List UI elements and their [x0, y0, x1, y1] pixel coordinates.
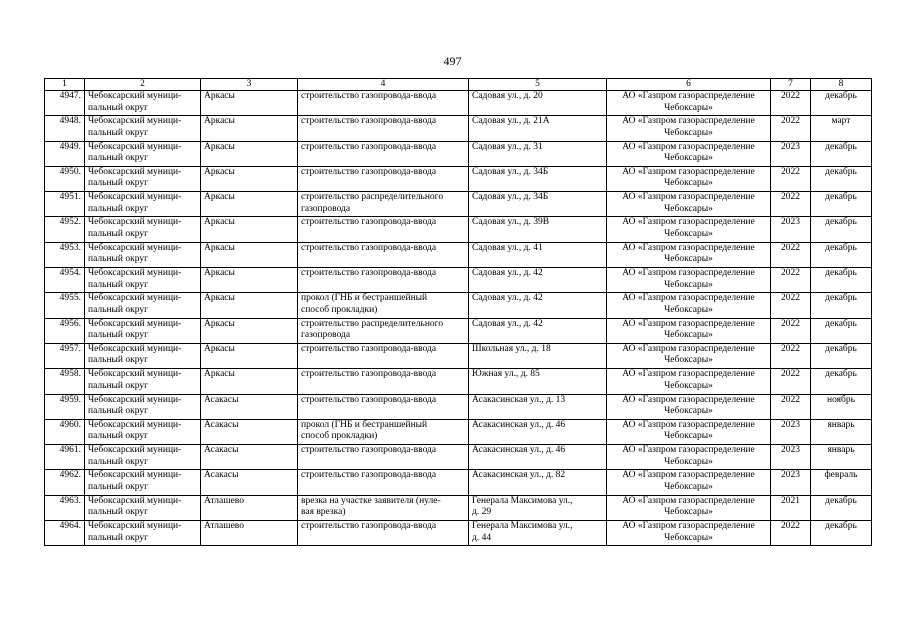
- work-type-cell: строительство распределительного газопровода: [298, 192, 469, 217]
- row-number-cell: 4948.: [45, 116, 85, 141]
- organization-cell: АО «Газпром газораспределение Чебоксары»: [607, 116, 771, 141]
- district-cell: Чебоксарский муници- пальный округ: [85, 343, 201, 368]
- year-cell: 2023: [771, 470, 811, 495]
- month-cell: декабрь: [811, 192, 872, 217]
- address-cell: Садовая ул., д. 39В: [469, 217, 607, 242]
- header-row: [45, 79, 872, 91]
- address-cell: Садовая ул., д. 21А: [469, 116, 607, 141]
- address-cell: Южная ул., д. 85: [469, 369, 607, 394]
- organization-cell: АО «Газпром газораспределение Чебоксары»: [607, 192, 771, 217]
- address-cell: Генерала Максимова ул., д. 29: [469, 495, 607, 520]
- table-row: [45, 445, 872, 470]
- organization-cell: АО «Газпром газораспределение Чебоксары»: [607, 217, 771, 242]
- work-type-cell: строительство распределительного газопровода: [298, 318, 469, 343]
- month-cell: декабрь: [811, 217, 872, 242]
- district-cell: Чебоксарский муници- пальный округ: [85, 166, 201, 191]
- organization-cell: АО «Газпром газораспределение Чебоксары»: [607, 268, 771, 293]
- month-cell: декабрь: [811, 166, 872, 191]
- district-cell: Чебоксарский муници- пальный округ: [85, 268, 201, 293]
- row-number-cell: 4950.: [45, 166, 85, 191]
- table-row: [45, 217, 872, 242]
- settlement-cell: Аркасы: [201, 242, 298, 267]
- table-row: [45, 495, 872, 520]
- year-cell: 2021: [771, 495, 811, 520]
- month-cell: февраль: [811, 470, 872, 495]
- table-row: [45, 293, 872, 318]
- work-type-cell: прокол (ГНБ и бестраншейный способ прокладки): [298, 293, 469, 318]
- year-cell: 2023: [771, 419, 811, 444]
- month-cell: январь: [811, 445, 872, 470]
- work-type-cell: строительство газопровода-ввода: [298, 470, 469, 495]
- organization-cell: АО «Газпром газораспределение Чебоксары»: [607, 141, 771, 166]
- year-cell: 2022: [771, 369, 811, 394]
- organization-cell: АО «Газпром газораспределение Чебоксары»: [607, 419, 771, 444]
- row-number-cell: 4955.: [45, 293, 85, 318]
- row-number-cell: 4954.: [45, 268, 85, 293]
- settlement-cell: Асакасы: [201, 419, 298, 444]
- column-header-5: 5: [469, 79, 607, 91]
- address-cell: Садовая ул., д. 42: [469, 268, 607, 293]
- district-cell: Чебоксарский муници- пальный округ: [85, 217, 201, 242]
- table-row: [45, 116, 872, 141]
- month-cell: декабрь: [811, 141, 872, 166]
- year-cell: 2023: [771, 217, 811, 242]
- address-cell: Школьная ул., д. 18: [469, 343, 607, 368]
- table-row: [45, 394, 872, 419]
- table-row: [45, 268, 872, 293]
- organization-cell: АО «Газпром газораспределение Чебоксары»: [607, 318, 771, 343]
- row-number-cell: 4964.: [45, 521, 85, 546]
- table-body: [45, 91, 872, 546]
- district-cell: Чебоксарский муници- пальный округ: [85, 91, 201, 116]
- district-cell: Чебоксарский муници- пальный округ: [85, 445, 201, 470]
- address-cell: Асакасинская ул., д. 13: [469, 394, 607, 419]
- work-type-cell: строительство газопровода-ввода: [298, 217, 469, 242]
- settlement-cell: Аркасы: [201, 166, 298, 191]
- month-cell: декабрь: [811, 242, 872, 267]
- address-cell: Асакасинская ул., д. 46: [469, 419, 607, 444]
- organization-cell: АО «Газпром газораспределение Чебоксары»: [607, 369, 771, 394]
- column-header-6: 6: [607, 79, 771, 91]
- work-type-cell: строительство газопровода-ввода: [298, 166, 469, 191]
- table-row: [45, 521, 872, 546]
- year-cell: 2022: [771, 318, 811, 343]
- address-cell: Асакасинская ул., д. 46: [469, 445, 607, 470]
- month-cell: декабрь: [811, 91, 872, 116]
- address-cell: Садовая ул., д. 34Б: [469, 166, 607, 191]
- month-cell: декабрь: [811, 369, 872, 394]
- work-type-cell: строительство газопровода-ввода: [298, 521, 469, 546]
- district-cell: Чебоксарский муници- пальный округ: [85, 495, 201, 520]
- address-cell: Генерала Максимова ул., д. 44: [469, 521, 607, 546]
- year-cell: 2022: [771, 91, 811, 116]
- work-type-cell: строительство газопровода-ввода: [298, 91, 469, 116]
- district-cell: Чебоксарский муници- пальный округ: [85, 521, 201, 546]
- organization-cell: АО «Газпром газораспределение Чебоксары»: [607, 91, 771, 116]
- year-cell: 2023: [771, 445, 811, 470]
- settlement-cell: Аркасы: [201, 318, 298, 343]
- row-number-cell: 4961.: [45, 445, 85, 470]
- year-cell: 2022: [771, 192, 811, 217]
- settlement-cell: Аркасы: [201, 192, 298, 217]
- row-number-cell: 4957.: [45, 343, 85, 368]
- column-header-7: 7: [771, 79, 811, 91]
- district-cell: Чебоксарский муници- пальный округ: [85, 419, 201, 444]
- organization-cell: АО «Газпром газораспределение Чебоксары»: [607, 242, 771, 267]
- organization-cell: АО «Газпром газораспределение Чебоксары»: [607, 343, 771, 368]
- month-cell: декабрь: [811, 318, 872, 343]
- settlement-cell: Аркасы: [201, 369, 298, 394]
- table-row: [45, 91, 872, 116]
- year-cell: 2022: [771, 293, 811, 318]
- work-type-cell: прокол (ГНБ и бестраншейный способ прокладки): [298, 419, 469, 444]
- year-cell: 2022: [771, 166, 811, 191]
- year-cell: 2022: [771, 268, 811, 293]
- work-type-cell: строительство газопровода-ввода: [298, 242, 469, 267]
- organization-cell: АО «Газпром газораспределение Чебоксары»: [607, 394, 771, 419]
- district-cell: Чебоксарский муници- пальный округ: [85, 141, 201, 166]
- address-cell: Садовая ул., д. 31: [469, 141, 607, 166]
- district-cell: Чебоксарский муници- пальный округ: [85, 394, 201, 419]
- month-cell: декабрь: [811, 495, 872, 520]
- address-cell: Асакасинская ул., д. 82: [469, 470, 607, 495]
- row-number-cell: 4952.: [45, 217, 85, 242]
- settlement-cell: Асакасы: [201, 445, 298, 470]
- year-cell: 2022: [771, 116, 811, 141]
- district-cell: Чебоксарский муници- пальный округ: [85, 242, 201, 267]
- year-cell: 2022: [771, 521, 811, 546]
- year-cell: 2022: [771, 242, 811, 267]
- work-type-cell: строительство газопровода-ввода: [298, 369, 469, 394]
- settlement-cell: Аркасы: [201, 91, 298, 116]
- organization-cell: АО «Газпром газораспределение Чебоксары»: [607, 445, 771, 470]
- district-cell: Чебоксарский муници- пальный округ: [85, 293, 201, 318]
- settlement-cell: Аркасы: [201, 343, 298, 368]
- settlement-cell: Асакасы: [201, 394, 298, 419]
- district-cell: Чебоксарский муници- пальный округ: [85, 470, 201, 495]
- settlement-cell: Атлашево: [201, 521, 298, 546]
- month-cell: декабрь: [811, 268, 872, 293]
- data-table: [44, 78, 872, 546]
- row-number-cell: 4958.: [45, 369, 85, 394]
- month-cell: декабрь: [811, 293, 872, 318]
- settlement-cell: Аркасы: [201, 141, 298, 166]
- row-number-cell: 4959.: [45, 394, 85, 419]
- table-row: [45, 318, 872, 343]
- table-row: [45, 369, 872, 394]
- table-row: [45, 242, 872, 267]
- table-row: [45, 470, 872, 495]
- column-header-3: 3: [201, 79, 298, 91]
- organization-cell: АО «Газпром газораспределение Чебоксары»: [607, 166, 771, 191]
- organization-cell: АО «Газпром газораспределение Чебоксары»: [607, 293, 771, 318]
- work-type-cell: строительство газопровода-ввода: [298, 343, 469, 368]
- year-cell: 2022: [771, 394, 811, 419]
- table-row: [45, 192, 872, 217]
- month-cell: декабрь: [811, 343, 872, 368]
- column-header-2: 2: [85, 79, 201, 91]
- organization-cell: АО «Газпром газораспределение Чебоксары»: [607, 495, 771, 520]
- settlement-cell: Аркасы: [201, 116, 298, 141]
- row-number-cell: 4949.: [45, 141, 85, 166]
- settlement-cell: Аркасы: [201, 217, 298, 242]
- row-number-cell: 4963.: [45, 495, 85, 520]
- district-cell: Чебоксарский муници- пальный округ: [85, 192, 201, 217]
- work-type-cell: строительство газопровода-ввода: [298, 394, 469, 419]
- row-number-cell: 4953.: [45, 242, 85, 267]
- organization-cell: АО «Газпром газораспределение Чебоксары»: [607, 521, 771, 546]
- month-cell: март: [811, 116, 872, 141]
- page-number: 497: [443, 54, 462, 68]
- column-header-4: 4: [298, 79, 469, 91]
- row-number-cell: 4960.: [45, 419, 85, 444]
- work-type-cell: строительство газопровода-ввода: [298, 445, 469, 470]
- district-cell: Чебоксарский муници- пальный округ: [85, 369, 201, 394]
- address-cell: Садовая ул., д. 42: [469, 318, 607, 343]
- address-cell: Садовая ул., д. 34Б: [469, 192, 607, 217]
- row-number-cell: 4951.: [45, 192, 85, 217]
- district-cell: Чебоксарский муници- пальный округ: [85, 318, 201, 343]
- settlement-cell: Аркасы: [201, 293, 298, 318]
- year-cell: 2023: [771, 141, 811, 166]
- work-type-cell: строительство газопровода-ввода: [298, 268, 469, 293]
- month-cell: ноябрь: [811, 394, 872, 419]
- table-row: [45, 141, 872, 166]
- address-cell: Садовая ул., д. 41: [469, 242, 607, 267]
- month-cell: декабрь: [811, 521, 872, 546]
- year-cell: 2022: [771, 343, 811, 368]
- row-number-cell: 4962.: [45, 470, 85, 495]
- work-type-cell: строительство газопровода-ввода: [298, 141, 469, 166]
- district-cell: Чебоксарский муници- пальный округ: [85, 116, 201, 141]
- settlement-cell: Атлашево: [201, 495, 298, 520]
- settlement-cell: Асакасы: [201, 470, 298, 495]
- column-header-8: 8: [811, 79, 872, 91]
- work-type-cell: строительство газопровода-ввода: [298, 116, 469, 141]
- work-type-cell: врезка на участке заявителя (нуле- вая врезка): [298, 495, 469, 520]
- table-row: [45, 419, 872, 444]
- organization-cell: АО «Газпром газораспределение Чебоксары»: [607, 470, 771, 495]
- row-number-cell: 4956.: [45, 318, 85, 343]
- address-cell: Садовая ул., д. 42: [469, 293, 607, 318]
- address-cell: Садовая ул., д. 20: [469, 91, 607, 116]
- table-row: [45, 166, 872, 191]
- month-cell: январь: [811, 419, 872, 444]
- column-header-1: 1: [45, 79, 85, 91]
- table-row: [45, 343, 872, 368]
- settlement-cell: Аркасы: [201, 268, 298, 293]
- row-number-cell: 4947.: [45, 91, 85, 116]
- table-header: [45, 79, 872, 91]
